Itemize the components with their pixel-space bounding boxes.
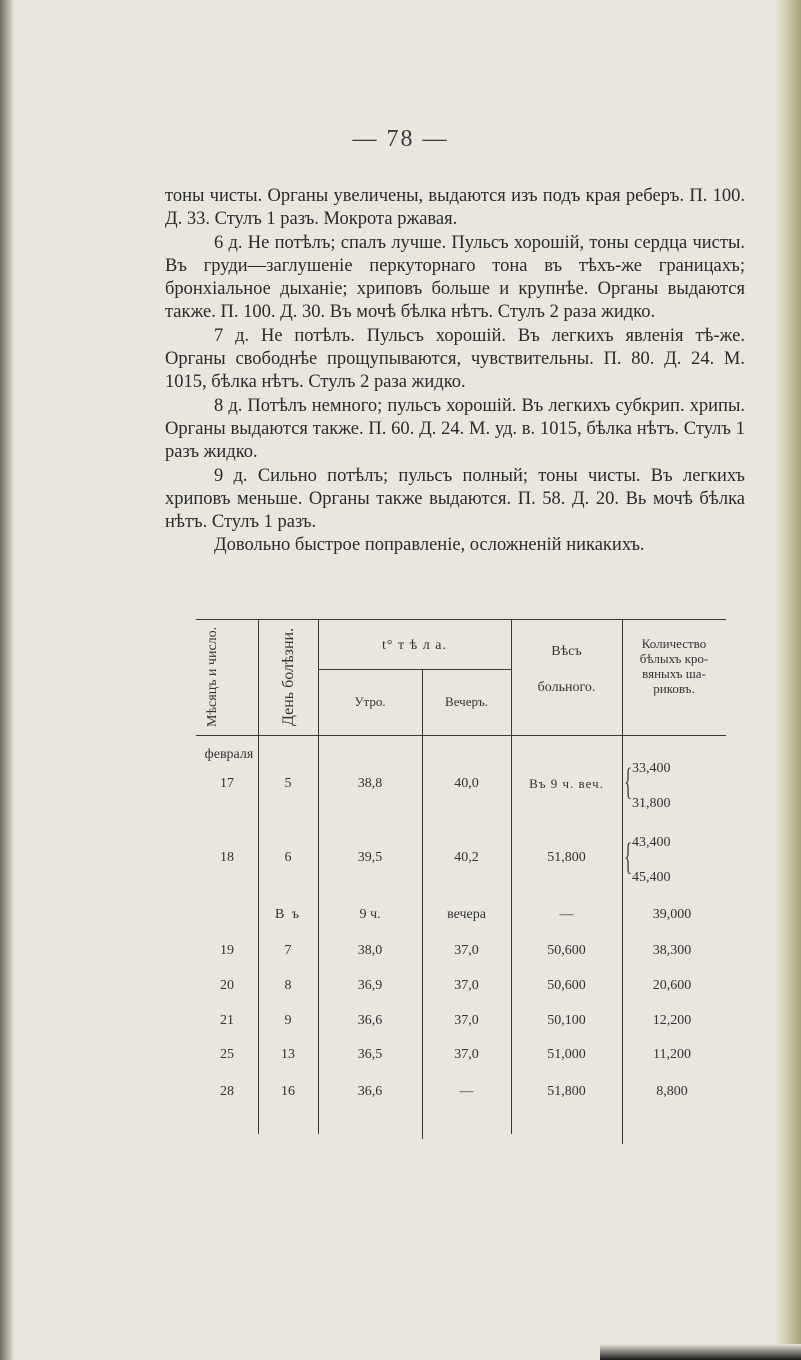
paragraph: Довольно быстрое поправленіе, осложненій никакихъ. <box>214 535 645 556</box>
header-morning: Утро. <box>354 694 386 709</box>
cell-white: 11,200 <box>653 1047 691 1062</box>
paragraph: тоны чисты. Органы увеличены, выдаются изъ подъ края реберъ. П. 100. Д. 33. Стулъ 1 разъ. Мокрота ржавая. <box>165 186 745 230</box>
cell-date: 17 <box>220 776 234 791</box>
cell-date: 25 <box>220 1047 234 1062</box>
paragraph: 8 д. Потѣлъ немного; пульсъ хорошій. Въ легкихъ субкрип. хрипы. Органы выдаются также. П. 60. Д. 24. М. уд. в. 1015, бѣлка нѣтъ. Стулъ 1 разъ жидко. <box>165 395 745 463</box>
cell-morning: 36,6 <box>357 1013 383 1028</box>
cell-evening: 40,0 <box>454 776 479 791</box>
cell-weight: 50,600 <box>547 978 586 993</box>
cell-weight: 50,600 <box>547 943 586 958</box>
cell-day: 8 <box>284 978 292 993</box>
col-divider <box>422 669 423 1139</box>
cell-morning: 38,0 <box>357 943 383 958</box>
temp-subheader-rule <box>318 669 511 670</box>
cell-evening: 37,0 <box>454 1047 479 1062</box>
brace: { <box>624 836 633 878</box>
header-weight: Вѣсъ <box>551 644 582 659</box>
cell-morning: 36,6 <box>357 1084 383 1099</box>
cell-date: 28 <box>220 1084 234 1099</box>
cell-day: 5 <box>284 776 292 791</box>
cell-evening: 37,0 <box>454 1013 479 1028</box>
col-divider <box>622 619 623 1144</box>
cell-day: 16 <box>281 1084 295 1099</box>
header-month-day: Мѣсяцъ и число. <box>205 626 220 728</box>
cell-evening: — <box>459 1084 474 1099</box>
cell-morning: 36,5 <box>357 1047 383 1062</box>
case-notes <box>165 185 745 558</box>
header-disease-day: День болѣзни. <box>280 627 297 726</box>
cell-weight: 51,000 <box>547 1047 586 1062</box>
cell-white: 38,300 <box>652 943 692 958</box>
page-edge-right <box>775 0 801 1360</box>
cell-evening: 40,2 <box>454 850 479 865</box>
cell-date: 21 <box>220 1013 234 1028</box>
cell-day: 13 <box>281 1047 295 1062</box>
table-header-rule <box>196 735 726 736</box>
paragraph: 9 д. Сильно потѣлъ; пульсъ полный; тоны чисты. Въ легкихъ хриповъ меньше. Органы также выдаются. П. 58. Д. 20. Вь мочѣ бѣлка нѣтъ. Стулъ 1 разъ. <box>165 465 745 533</box>
header-evening: Вечеръ. <box>445 694 488 709</box>
cell-weight: Въ 9 ч. веч. <box>529 776 604 791</box>
page-edge-bottom <box>600 1344 801 1360</box>
page-number: — 78 — <box>352 126 449 152</box>
cell-weight: — <box>559 907 574 922</box>
cell-white-a: 43,400 <box>632 835 671 850</box>
cell-morning: 38,8 <box>357 776 383 791</box>
header-temperature: t° т ѣ л а. <box>382 638 447 653</box>
cell-white-b: 45,400 <box>632 870 671 885</box>
cell-evening: вечера <box>447 907 486 922</box>
cell-day: 9 <box>284 1013 292 1028</box>
cell-morning: 39,5 <box>357 850 383 865</box>
cell-white-b: 31,800 <box>632 796 671 811</box>
cell-day: 7 <box>284 943 292 958</box>
cell-morning: 36,9 <box>357 978 383 993</box>
cell-white: 8,800 <box>656 1084 688 1099</box>
cell-weight: 51,800 <box>547 850 586 865</box>
cell-date: 18 <box>220 850 234 865</box>
paragraph: 6 д. Не потѣлъ; спалъ лучше. Пульсъ хорошій, тоны сердца чисты. Въ груди—заглушеніе перкуторнаго тона въ тѣхъ-же границахъ; бронхіальное дыханіе; хриповъ больше и крупнѣе. Органы выдаются также. П. 100. Д. 30. Въ мочѣ бѣлка нѣтъ. Стулъ 2 раза жидко. <box>165 232 745 323</box>
table-top-rule <box>196 619 726 620</box>
month-label: февраля <box>204 747 254 762</box>
cell-day: 6 <box>284 850 292 865</box>
page-edge-left <box>0 0 14 1360</box>
cell-weight: 50,100 <box>547 1013 586 1028</box>
cell-weight: 51,800 <box>547 1084 586 1099</box>
cell-white: 20,600 <box>652 978 692 993</box>
cell-evening: 37,0 <box>454 943 479 958</box>
cell-evening: 37,0 <box>454 978 479 993</box>
header-weight-sub: больного. <box>537 680 596 695</box>
cell-day: В ъ <box>274 907 302 922</box>
cell-white: 12,200 <box>652 1013 692 1028</box>
paragraph: 7 д. Не потѣлъ. Пульсъ хорошій. Въ легкихъ явленія тѣ-же. Органы свободнѣе прощупываются, чувствительны. П. 80. Д. 24. М. 1015, бѣлка нѣтъ. Стулъ 2 раза жидко. <box>165 325 745 393</box>
cell-date: 19 <box>220 943 234 958</box>
header-white-cells: Количество бѣлыхъ кро- вяныхъ ша- риковъ. <box>639 636 709 696</box>
cell-white: 39,000 <box>652 907 692 922</box>
cell-morning: 9 ч. <box>359 907 381 922</box>
cell-white-a: 33,400 <box>632 761 671 776</box>
cell-date: 20 <box>220 978 234 993</box>
brace: { <box>624 761 633 803</box>
